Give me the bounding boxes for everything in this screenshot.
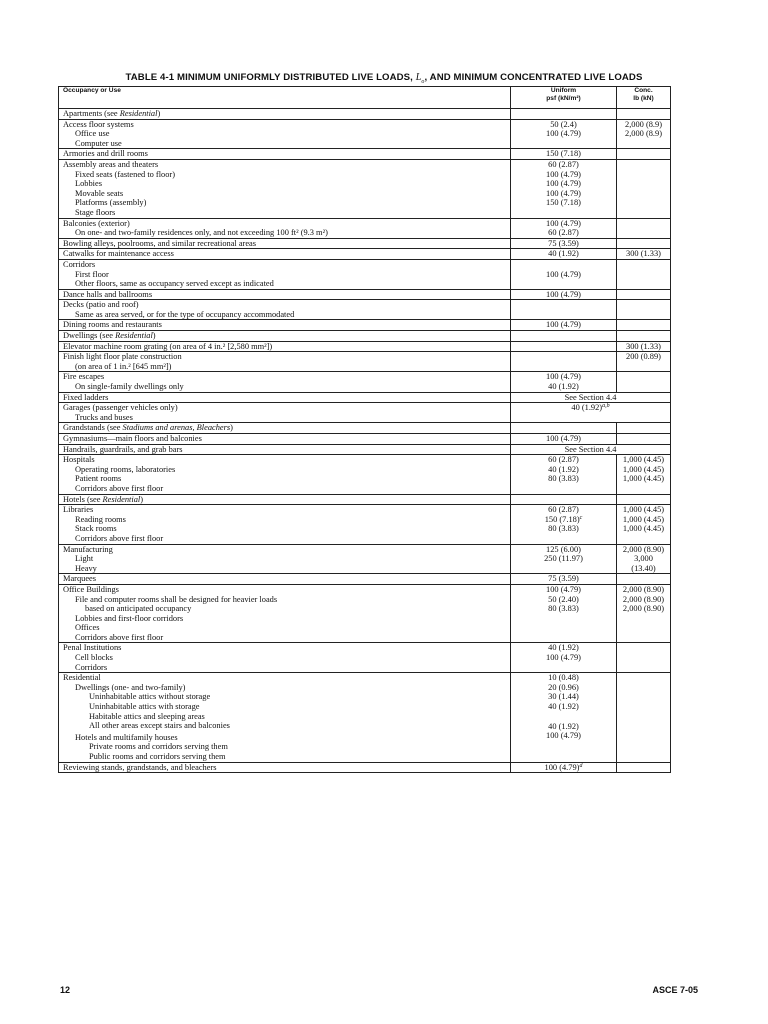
uniform-load-cell: 100 (4.79) 60 (2.87) (511, 218, 617, 238)
occupancy-line: Patient rooms (75, 474, 122, 484)
occupancy-line: File and computer rooms shall be designed for heavier loads (75, 594, 278, 604)
occupancy-cell (59, 218, 511, 238)
uniform-load-cell: 60 (2.87) 150 $(7.18)^c$ 80 (3.83) (511, 505, 617, 544)
occupancy-cell (59, 673, 511, 762)
occupancy-line: Hotels (see Residential) (63, 494, 144, 504)
occupancy-line: On single-family dwellings only (75, 382, 184, 392)
uniform-load-cell: 60 (2.87) 40 (1.92) 80 (3.83) (511, 455, 617, 494)
occupancy-cell (59, 444, 511, 455)
occupancy-line: All other areas except stairs and balconies (89, 721, 230, 731)
occupancy-line: Cell blocks (75, 653, 113, 663)
uniform-load-cell (511, 331, 617, 342)
occupancy-line: Corridors (75, 662, 108, 672)
concentrated-load-cell: 2,000 (8.90) 3,000 (13.40) (617, 544, 671, 574)
uniform-load-cell: 100 (4.79) 40 (1.92) (511, 372, 617, 392)
occupancy-line: Movable seats (75, 188, 124, 198)
table-row (59, 149, 671, 160)
occupancy-header: Occupancy or Use (59, 87, 511, 109)
uniform-load-cell (511, 494, 617, 505)
table-row (59, 505, 671, 544)
occupancy-line: Grandstands (see Stadiums and arenas, Bleachers) (63, 423, 233, 433)
uniform-load-cell: 100 (4.79) (511, 289, 617, 300)
occupancy-line: Private rooms and corridors serving them (89, 742, 228, 752)
occupancy-line: Office use (75, 129, 110, 139)
occupancy-line: Trucks and buses (75, 412, 133, 422)
concentrated-load-cell (617, 218, 671, 238)
occupancy-line: Uninhabitable attics without storage (89, 692, 211, 702)
concentrated-load-cell: 1,000 (4.45) 1,000 (4.45) 1,000 (4.45) (617, 455, 671, 494)
occupancy-line: Public rooms and corridors serving them (89, 752, 226, 761)
table-row (59, 159, 671, 218)
combined-load-cell: 40 $(1.92)^{a,b}$ (511, 403, 671, 423)
combined-load-cell: See Section 4.4 (511, 444, 671, 455)
occupancy-line: based on anticipated occupancy (85, 604, 192, 614)
uniform-load-cell: 60 (2.87) 100 (4.79) 100 (4.79) 100 (4.79) 150 (7.18) (511, 159, 617, 218)
table-row (59, 320, 671, 331)
table-row (59, 341, 671, 352)
occupancy-cell (59, 300, 511, 320)
occupancy-line: Manufacturing (63, 544, 113, 554)
occupancy-line: Gymnasiums—main floors and balconies (63, 434, 202, 443)
occupancy-line: Dwellings (see Residential) (63, 331, 156, 341)
occupancy-line: Stack rooms (75, 524, 117, 534)
uniform-load-cell: 125 (6.00) 250 (11.97) (511, 544, 617, 574)
uniform-load-cell (511, 352, 617, 372)
uniform-load-cell (511, 423, 617, 434)
table-row (59, 372, 671, 392)
live-loads-table (58, 86, 671, 773)
occupancy-cell (59, 249, 511, 260)
concentrated-load-cell (617, 762, 671, 773)
occupancy-cell (59, 423, 511, 434)
concentrated-load-cell (617, 109, 671, 120)
table-row (59, 403, 671, 423)
table-row (59, 643, 671, 673)
concentrated-load-cell: 2,000 (8.9) 2,000 (8.9) (617, 119, 671, 149)
uniform-load-cell: 75 (3.59) (511, 238, 617, 249)
page-number: 12 (60, 985, 71, 995)
occupancy-line: Reviewing stands, grandstands, and bleachers (63, 762, 217, 772)
occupancy-cell (59, 289, 511, 300)
uniform-load-cell: 100 (4.79) (511, 320, 617, 331)
table-row (59, 423, 671, 434)
occupancy-line: Bowling alleys, poolrooms, and similar recreational areas (63, 238, 257, 248)
occupancy-line: Decks (patio and roof) (63, 300, 139, 310)
table-row (59, 238, 671, 249)
occupancy-line: Hotels and multifamily houses (75, 732, 178, 742)
uniform-load-cell: 75 (3.59) (511, 574, 617, 585)
occupancy-cell (59, 352, 511, 372)
occupancy-line: On one- and two-family residences only, and not exceeding 100 ft² (9.3 m²) (75, 228, 328, 238)
occupancy-cell (59, 544, 511, 574)
occupancy-line: Handrails, guardrails, and grab bars (63, 444, 183, 454)
table-row (59, 259, 671, 289)
occupancy-line: Balconies (exterior) (63, 218, 130, 228)
occupancy-cell (59, 238, 511, 249)
occupancy-cell (59, 331, 511, 342)
uniform-load-cell: 150 (7.18) (511, 149, 617, 160)
occupancy-cell (59, 762, 511, 773)
table-row (59, 352, 671, 372)
occupancy-line: Fixed seats (fastened to floor) (75, 169, 176, 179)
occupancy-cell (59, 392, 511, 403)
table-row (59, 119, 671, 149)
concentrated-load-cell (617, 320, 671, 331)
concentrated-load-cell: 300 (1.33) (617, 341, 671, 352)
occupancy-line: Same as area served, or for the type of occupancy accommodated (75, 309, 295, 319)
table-row (59, 584, 671, 643)
table-title-suffix: , AND MINIMUM CONCENTRATED LIVE LOADS (424, 72, 643, 83)
table-row (59, 574, 671, 585)
occupancy-line: Heavy (75, 563, 97, 573)
occupancy-line: Operating rooms, laboratories (75, 464, 176, 474)
table-row (59, 544, 671, 574)
occupancy-line: Catwalks for maintenance access (63, 249, 174, 259)
occupancy-cell (59, 320, 511, 331)
occupancy-line: Stage floors (75, 207, 116, 217)
concentrated-load-cell (617, 574, 671, 585)
concentrated-load-cell (617, 238, 671, 249)
occupancy-line: Fire escapes (63, 372, 105, 382)
concentrated-load-cell (617, 331, 671, 342)
occupancy-line: Light (75, 554, 94, 564)
occupancy-line: Platforms (assembly) (75, 198, 147, 208)
occupancy-line: Finish light floor plate construction (63, 352, 182, 362)
occupancy-line: Lobbies and first-floor corridors (75, 613, 184, 623)
occupancy-cell (59, 403, 511, 423)
concentrated-load-cell: 1,000 (4.45) 1,000 (4.45) 1,000 (4.45) (617, 505, 671, 544)
occupancy-line: Dance halls and ballrooms (63, 289, 153, 299)
occupancy-cell (59, 159, 511, 218)
uniform-load-cell: 100 (4.79) (511, 259, 617, 289)
table-row (59, 762, 671, 773)
uniform-load-cell: 10 (0.48) 20 (0.96) 30 (1.44) 40 (1.92) 40 (1.92) 100 (4.79) (511, 673, 617, 762)
concentrated-load-cell (617, 372, 671, 392)
table-row (59, 444, 671, 455)
occupancy-line: Fixed ladders (63, 392, 109, 402)
occupancy-cell (59, 119, 511, 149)
table-title (0, 72, 768, 85)
table-row (59, 494, 671, 505)
concentrated-load-cell (617, 300, 671, 320)
load-symbol: $L_o$ (415, 72, 425, 85)
concentrated-load-cell: 200 (0.89) (617, 352, 671, 372)
uniform-load-cell: 100 (4.79) (511, 434, 617, 445)
occupancy-cell (59, 584, 511, 643)
uniform-load-cell: 40 (1.92) 100 (4.79) (511, 643, 617, 673)
table-row (59, 392, 671, 403)
concentrated-load-cell (617, 289, 671, 300)
table-row (59, 218, 671, 238)
concentrated-header: Conc. lb (kN) (617, 87, 671, 109)
occupancy-cell (59, 259, 511, 289)
table-row (59, 249, 671, 260)
uniform-load-cell (511, 300, 617, 320)
table-title-prefix: TABLE 4-1 MINIMUM UNIFORMLY DISTRIBUTED LIVE LOADS, (125, 72, 416, 83)
occupancy-line: Computer use (75, 138, 122, 148)
occupancy-cell (59, 372, 511, 392)
occupancy-line: Corridors above first floor (75, 483, 164, 493)
concentrated-load-cell (617, 259, 671, 289)
occupancy-cell (59, 574, 511, 585)
occupancy-cell (59, 149, 511, 160)
occupancy-cell (59, 109, 511, 120)
occupancy-line: Armories and drill rooms (63, 149, 148, 159)
occupancy-line: Marquees (63, 574, 97, 584)
occupancy-line: Dining rooms and restaurants (63, 320, 162, 330)
table-row (59, 455, 671, 494)
table-row (59, 109, 671, 120)
concentrated-load-cell: 2,000 (8.90) 2,000 (8.90) 2,000 (8.90) (617, 584, 671, 643)
occupancy-cell (59, 505, 511, 544)
occupancy-line: Reading rooms (75, 514, 126, 524)
uniform-load-cell: 100 (4.79) 50 (2.40) 80 (3.83) (511, 584, 617, 643)
concentrated-load-cell (617, 643, 671, 673)
occupancy-line: Office Buildings (63, 584, 119, 594)
concentrated-load-cell (617, 673, 671, 762)
occupancy-cell (59, 494, 511, 505)
occupancy-line: Apartments (see Residential) (63, 109, 161, 118)
occupancy-line: Assembly areas and theaters (63, 159, 159, 169)
occupancy-line: First floor (75, 269, 109, 279)
uniform-load-cell: 40 (1.92) (511, 249, 617, 260)
occupancy-line: Penal Institutions (63, 643, 122, 653)
occupancy-line: Dwellings (one- and two-family) (75, 682, 186, 692)
occupancy-line: Other floors, same as occupancy served except as indicated (75, 279, 274, 289)
table-body (59, 109, 671, 773)
occupancy-cell (59, 643, 511, 673)
uniform-load-cell (511, 109, 617, 120)
concentrated-load-cell (617, 423, 671, 434)
uniform-load-cell (511, 341, 617, 352)
occupancy-line: Residential (63, 673, 101, 683)
concentrated-load-cell (617, 159, 671, 218)
occupancy-line: Offices (75, 623, 100, 633)
occupancy-line: Libraries (63, 505, 94, 515)
table-row (59, 331, 671, 342)
occupancy-line: Corridors above first floor (75, 632, 164, 642)
table-row (59, 434, 671, 445)
publication-name: ASCE 7-05 (652, 985, 698, 995)
table-row (59, 673, 671, 762)
table-header-row (59, 87, 671, 109)
occupancy-line: Garages (passenger vehicles only) (63, 403, 178, 413)
occupancy-line: Elevator machine room grating (on area of 4 in.² [2,580 mm²]) (63, 341, 273, 351)
occupancy-line: Hospitals (63, 455, 95, 465)
concentrated-load-cell (617, 494, 671, 505)
occupancy-line: Habitable attics and sleeping areas (89, 711, 205, 721)
occupancy-line: Lobbies (75, 179, 102, 189)
occupancy-line: Access floor systems (63, 119, 134, 129)
occupancy-line: Corridors above first floor (75, 533, 164, 543)
uniform-load-cell: 100 $(4.79)^d$ (511, 762, 617, 773)
uniform-header: Uniform psf (kN/m²) (511, 87, 617, 109)
occupancy-line: Uninhabitable attics with storage (89, 702, 200, 712)
concentrated-load-cell: 300 (1.33) (617, 249, 671, 260)
table-row (59, 300, 671, 320)
uniform-load-cell: 50 (2.4) 100 (4.79) (511, 119, 617, 149)
occupancy-line: (on area of 1 in.² [645 mm²]) (75, 361, 172, 371)
occupancy-cell (59, 434, 511, 445)
occupancy-line: Corridors (63, 259, 96, 269)
occupancy-cell (59, 455, 511, 494)
concentrated-load-cell (617, 434, 671, 445)
concentrated-load-cell (617, 149, 671, 160)
combined-load-cell: See Section 4.4 (511, 392, 671, 403)
occupancy-cell (59, 341, 511, 352)
table-row (59, 289, 671, 300)
